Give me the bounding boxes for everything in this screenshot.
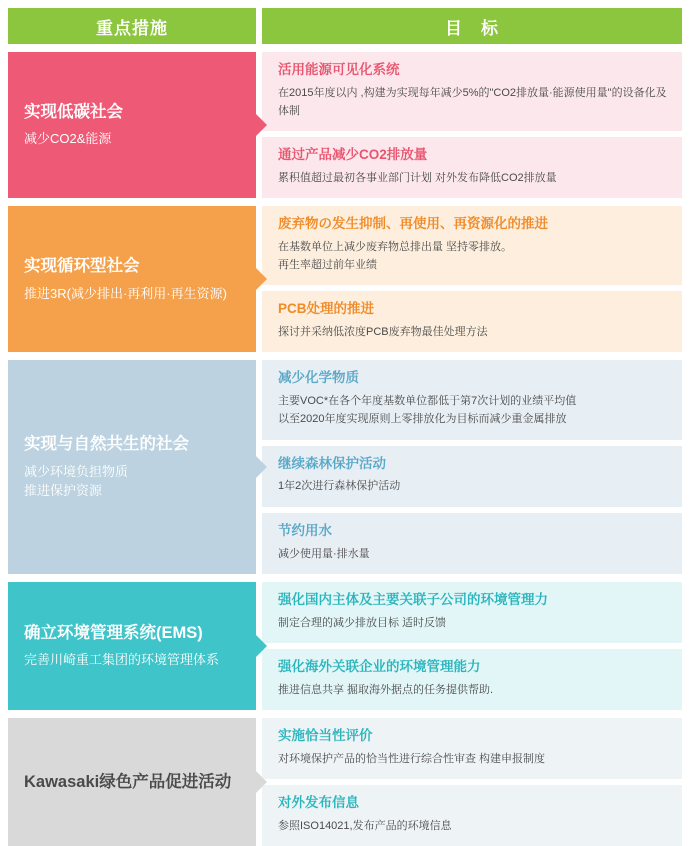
measure-title: Kawasaki绿色产品促进活动: [24, 772, 232, 791]
goal-title: 强化国内主体及主要关联子公司的环境管理力: [278, 591, 548, 607]
goal-title: 实施恰当性评价: [278, 727, 373, 743]
goal-item: [262, 446, 682, 507]
goal-item: [262, 649, 682, 710]
measure-row: [8, 206, 682, 352]
goal-body: 制定合理的减少排放目标 适时反馈: [278, 616, 447, 629]
goal-item: [262, 206, 682, 285]
goal-title: 继续森林保护活动: [278, 455, 386, 471]
measure-row: [8, 52, 682, 198]
goal-body: 在2015年度以内 ,构建为实现每年减少5%的"CO2排放量·能源使用量"的设备化及体制: [278, 86, 667, 118]
goal-item: [262, 291, 682, 352]
measure-row: [8, 718, 682, 846]
goals-column: [262, 360, 682, 573]
goal-title: 强化海外关联企业的环境管理能力: [278, 658, 481, 674]
header-measures: 重点措施: [8, 8, 256, 44]
table-header: [8, 8, 682, 44]
goal-body: 主要VOC*在各个年度基数单位都低于第7次计划的业绩平均值 以至2020年度实现原则上零排放化为目标而减少重金属排放: [278, 395, 577, 426]
measure-title: 实现与自然共生的社会: [24, 435, 189, 454]
goals-column: [262, 582, 682, 710]
goal-body: 对环境保护产品的恰当性进行综合性审查 构建申报制度: [278, 752, 546, 765]
goal-body: 推进信息共享 掘取海外据点的任务提供帮助.: [278, 683, 494, 696]
goal-title: 活用能源可见化系统: [278, 62, 400, 77]
measure-title: 确立环境管理系统(EMS): [24, 623, 203, 642]
measure-cell: [8, 360, 256, 573]
measure-cell: [8, 206, 256, 352]
measure-subtitle: 推进3R(减少排出·再利用·再生资源): [24, 285, 227, 301]
measure-title: 实现低碳社会: [24, 103, 123, 122]
goals-column: [262, 206, 682, 352]
measure-subtitle: 完善川崎重工集团的环境管理体系: [24, 652, 220, 668]
goal-title: 通过产品减少CO2排放量: [278, 147, 428, 163]
measure-cell: [8, 718, 256, 846]
measure-row: [8, 582, 682, 710]
measure-cell: [8, 582, 256, 710]
goals-column: [262, 52, 682, 198]
goal-item: [262, 582, 682, 643]
goal-item: [262, 52, 682, 131]
goal-body: 在基数单位上减少废弃物总排出量 坚持零排放。 再生率超过前年业绩: [278, 241, 513, 272]
measure-title: 实现循环型社会: [24, 257, 140, 276]
goals-column: [262, 718, 682, 846]
measure-subtitle: 减少CO2&能源: [24, 131, 112, 147]
goal-title: 节约用水: [278, 522, 332, 538]
measure-subtitle: 减少环境负担物质 推进保护资源: [24, 463, 129, 499]
goal-item: [262, 718, 682, 779]
measure-row: [8, 360, 682, 573]
goal-body: 探讨并采纳低浓度PCB废弃物最佳处理方法: [278, 326, 488, 339]
header-goals: 目 标: [262, 8, 682, 44]
goal-title: 废弃物の发生抑制、再使用、再资源化的推进: [278, 216, 548, 232]
goal-body: 参照ISO14021,发布产品的环境信息: [278, 819, 452, 832]
rows-container: [8, 52, 682, 846]
goal-item: [262, 137, 682, 198]
goal-body: 1年2次进行森林保护活动: [278, 480, 401, 493]
goal-item: [262, 513, 682, 574]
measure-cell: [8, 52, 256, 198]
goal-body: 累积值超过最初各事业部门计划 对外发布降低CO2排放量: [278, 172, 557, 185]
goal-title: 减少化学物质: [278, 370, 359, 386]
goal-title: PCB处理的推进: [278, 301, 375, 317]
goal-title: 对外发布信息: [278, 794, 359, 810]
goal-item: [262, 360, 682, 439]
goal-item: [262, 785, 682, 846]
goal-body: 减少使用量·排水量: [278, 547, 370, 560]
